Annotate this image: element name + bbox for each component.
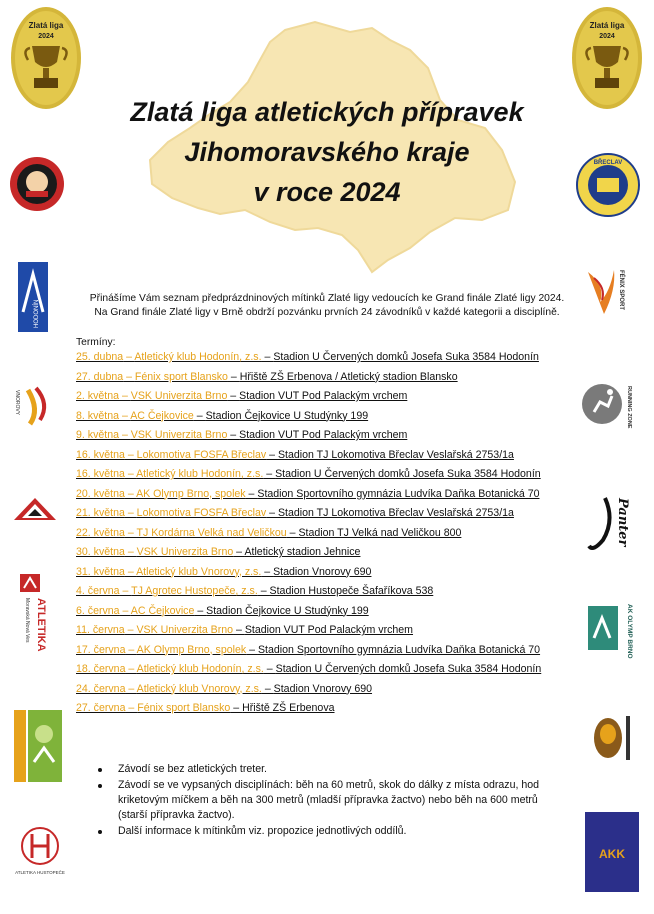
- event-row: [76, 545, 576, 565]
- breclav-logo: [575, 152, 641, 218]
- page-title: [70, 92, 584, 212]
- event-row: [76, 370, 576, 390]
- event-sep: –: [263, 468, 276, 480]
- event-sep: –: [257, 585, 270, 597]
- event-sep: –: [124, 565, 137, 578]
- event-sep: –: [124, 624, 137, 636]
- event-club[interactable]: AK Olymp Brno, spolek: [136, 643, 247, 656]
- event-row: [76, 682, 576, 702]
- hodonin-logo: [18, 262, 48, 332]
- event-club[interactable]: TJ Agrotec Hustopeče, z.s.: [131, 585, 258, 597]
- notes-list: [96, 762, 566, 840]
- event-sep: –: [193, 409, 206, 422]
- event-venue: Atletický stadion Jehnice: [244, 546, 361, 558]
- event-row: [76, 467, 576, 487]
- centrum-logo-green: [14, 710, 62, 782]
- event-row: [76, 350, 576, 370]
- akk-logo: [585, 812, 639, 892]
- svg-text:ATLETIKA HUSTOPEČE: ATLETIKA HUSTOPEČE: [15, 870, 65, 875]
- event-date[interactable]: 18. června: [76, 663, 126, 675]
- event-club[interactable]: VSK Univerzita Brno: [136, 546, 234, 558]
- intro-text: [70, 292, 584, 320]
- event-list: [76, 350, 576, 721]
- event-venue: Stadion Sportovního gymnázia Ludvíka Daňka Botanická 70: [257, 487, 540, 500]
- svg-text:Panter: Panter: [615, 498, 630, 547]
- svg-text:2024: 2024: [599, 33, 615, 40]
- event-venue: Stadion TJ Lokomotiva Břeclav Veslařská 2753/1a: [277, 507, 514, 519]
- event-venue: Stadion Vnorovy 690: [273, 565, 372, 578]
- event-row: [76, 448, 576, 468]
- event-club[interactable]: Fénix sport Blansko: [137, 702, 231, 714]
- event-venue: Stadion U Červených domků Josefa Suka 3584 Hodonín: [275, 663, 542, 675]
- event-sep: –: [227, 370, 240, 383]
- event-club[interactable]: VSK Univerzita Brno: [136, 624, 234, 636]
- svg-text:Moravská Nová Ves: Moravská Nová Ves: [24, 598, 30, 643]
- event-row: [76, 643, 576, 663]
- club-logo-arrow: [10, 492, 60, 528]
- svg-text:FÉNIX SPORT: FÉNIX SPORT: [618, 270, 624, 311]
- event-sep: –: [261, 351, 274, 363]
- event-venue: Stadion U Červených domků Josefa Suka 3584 Hodonín: [275, 468, 541, 480]
- event-club[interactable]: Atletický klub Hodonín, z.s.: [136, 468, 264, 480]
- event-date[interactable]: 8. května: [76, 409, 119, 422]
- event-venue: Stadion Čejkovice U Studýnky 199: [205, 409, 369, 422]
- event-date[interactable]: 30. května: [76, 546, 125, 558]
- event-date[interactable]: 6. června: [76, 604, 120, 617]
- running-zone-logo: [580, 382, 638, 432]
- event-sep: –: [124, 546, 137, 558]
- event-sep: –: [123, 370, 135, 383]
- event-row: [76, 623, 576, 643]
- terms-label: Termíny:: [76, 337, 116, 348]
- event-sep: –: [125, 682, 137, 695]
- ak-olymp-brno-logo: [588, 598, 638, 674]
- event-venue: Stadion VUT Pod Palackým vrchem: [239, 429, 408, 441]
- svg-text:BŘECLAV: BŘECLAV: [593, 160, 623, 166]
- event-sep: –: [266, 448, 278, 461]
- event-sep: –: [194, 604, 207, 617]
- title-line-2: Jihomoravského kraje: [184, 137, 470, 167]
- event-sep: –: [124, 448, 137, 461]
- event-club[interactable]: TJ Kordárna Velká nad Veličkou: [136, 526, 287, 539]
- svg-text:AKK: AKK: [599, 847, 625, 861]
- svg-text:Zlatá liga: Zlatá liga: [589, 21, 625, 30]
- event-sep: –: [227, 390, 240, 402]
- event-date[interactable]: 17. června: [76, 643, 126, 656]
- event-sep: –: [125, 663, 137, 675]
- event-row: [76, 565, 576, 585]
- event-sep: –: [119, 429, 131, 441]
- event-sep: –: [286, 526, 299, 539]
- badge-title: Zlatá liga: [28, 21, 64, 30]
- event-date[interactable]: 27. června: [76, 702, 126, 714]
- event-date[interactable]: 4. června: [76, 585, 120, 597]
- event-date[interactable]: 9. května: [76, 429, 119, 441]
- event-venue: Hřiště ZŠ Erbenova: [242, 702, 335, 714]
- event-row: [76, 526, 576, 546]
- event-date[interactable]: 20. května: [76, 487, 125, 500]
- event-date[interactable]: 2. května: [76, 390, 119, 402]
- event-sep: –: [119, 409, 131, 422]
- event-club[interactable]: Fénix sport Blansko: [134, 370, 228, 383]
- event-date[interactable]: 22. května: [76, 526, 125, 539]
- event-club[interactable]: Lokomotiva FOSFA Břeclav: [136, 448, 267, 461]
- event-club[interactable]: AC Čejkovice: [130, 604, 195, 617]
- event-venue: Stadion VUT Pod Palackým vrchem: [244, 624, 414, 636]
- club-logo-beetle: [590, 710, 636, 766]
- event-venue: Stadion TJ Lokomotiva Břeclav Veslařská 2753/1a: [277, 448, 514, 461]
- event-sep: –: [266, 507, 278, 519]
- event-venue: Stadion Hustopeče Šafaříkova 538: [269, 585, 434, 597]
- event-sep: –: [124, 487, 137, 500]
- panter-logo: [585, 490, 641, 560]
- event-venue: Stadion VUT Pod Palackým vrchem: [239, 390, 408, 402]
- event-club[interactable]: Lokomotiva FOSFA Břeclav: [136, 507, 267, 519]
- intro-line-2: Na Grand finále Zlaté ligy v Brně obdrží pozvánku prvních 24 závodníků v každé kategorii a disciplíně.: [94, 307, 560, 318]
- event-venue: Stadion Čejkovice U Studýnky 199: [206, 604, 369, 617]
- event-date[interactable]: 16. května: [76, 448, 125, 461]
- event-sep: –: [227, 429, 240, 441]
- note-item: Závodí se bez atletických treter.: [96, 762, 566, 777]
- event-club[interactable]: AK Olymp Brno, spolek: [136, 487, 246, 500]
- event-sep: –: [261, 565, 274, 578]
- svg-text:HODONÍN: HODONÍN: [34, 299, 40, 328]
- hustopece-logo: [14, 822, 66, 878]
- event-sep: –: [230, 702, 243, 714]
- svg-text:RUNNING ZONE: RUNNING ZONE: [626, 386, 632, 429]
- event-club[interactable]: Atletický klub Vnorovy, z.s.: [136, 682, 262, 695]
- event-sep: –: [125, 643, 137, 656]
- event-row: [76, 701, 576, 721]
- event-club[interactable]: VSK Univerzita Brno: [130, 429, 228, 441]
- fenix-sport-logo: [580, 262, 632, 326]
- event-sep: –: [119, 604, 131, 617]
- intro-line-1: Přinášíme Vám seznam předprázdninových mítinků Zlaté ligy vedoucích ke Grand finále Zlaté ligy 2024.: [89, 293, 565, 304]
- event-club[interactable]: Atletický klub Hodonín, z.s.: [136, 663, 264, 675]
- event-row: [76, 409, 576, 429]
- event-sep: –: [246, 643, 258, 656]
- event-date[interactable]: 11. června: [76, 624, 125, 636]
- title-line-1: Zlatá liga atletických přípravek: [130, 97, 524, 127]
- event-venue: Stadion U Červených domků Josefa Suka 3584 Hodonín: [273, 351, 539, 363]
- event-club[interactable]: Atletický klub Vnorovy, z.s.: [136, 565, 262, 578]
- event-sep: –: [119, 585, 132, 597]
- event-club[interactable]: VSK Univerzita Brno: [130, 390, 228, 402]
- svg-text:ATLETIKA: ATLETIKA: [35, 598, 47, 652]
- event-sep: –: [263, 663, 276, 675]
- event-sep: –: [123, 351, 135, 363]
- event-row: [76, 662, 576, 682]
- event-row: [76, 584, 576, 604]
- event-sep: –: [261, 682, 274, 695]
- event-date[interactable]: 21. května: [76, 507, 125, 519]
- event-venue: Stadion Sportovního gymnázia Ludvíka Daňka Botanická 70: [257, 643, 541, 656]
- event-club[interactable]: AC Čejkovice: [130, 409, 194, 422]
- vnorovy-logo: [10, 380, 66, 432]
- event-sep: –: [125, 702, 138, 714]
- event-row: [76, 506, 576, 526]
- note-item: Závodí se ve vypsaných disciplínách: běh na 60 metrů, skok do dálky z místa odrazu, hod kriketovým míčkem a běh na 300 metrů (mladší přípravka žactvo) nebo běh na 600 metrů (starší přípravka žactvo).: [96, 778, 566, 823]
- event-sep: –: [119, 390, 131, 402]
- event-sep: –: [124, 526, 137, 539]
- event-row: [76, 428, 576, 448]
- event-row: [76, 487, 576, 507]
- svg-text:VNOROVY: VNOROVY: [14, 390, 20, 416]
- event-date[interactable]: 27. dubna: [76, 370, 124, 383]
- event-club[interactable]: Atletický klub Hodonín, z.s.: [134, 351, 262, 363]
- svg-text:2024: 2024: [38, 33, 54, 40]
- event-venue: Hřiště ZŠ Erbenova / Atletický stadion Blansko: [239, 370, 458, 383]
- event-date[interactable]: 31. května: [76, 565, 125, 578]
- event-sep: –: [233, 624, 245, 636]
- event-row: [76, 389, 576, 409]
- event-venue: Stadion TJ Velká nad Veličkou 800: [298, 526, 462, 539]
- event-sep: –: [124, 507, 137, 519]
- club-logo-red-round: [8, 155, 66, 213]
- event-sep: –: [233, 546, 245, 558]
- event-date[interactable]: 16. května: [76, 468, 125, 480]
- title-line-3: v roce 2024: [253, 177, 401, 207]
- note-item: Další informace k mítinkům viz. propozice jednotlivých oddílů.: [96, 824, 566, 839]
- atletika-mnv-logo: [18, 572, 48, 668]
- event-date[interactable]: 24. června: [76, 682, 126, 695]
- event-row: [76, 604, 576, 624]
- event-sep: –: [124, 468, 137, 480]
- event-venue: Stadion Vnorovy 690: [273, 682, 373, 695]
- event-sep: –: [245, 487, 258, 500]
- svg-text:AK OLYMP BRNO: AK OLYMP BRNO: [626, 604, 633, 659]
- event-date[interactable]: 25. dubna: [76, 351, 124, 363]
